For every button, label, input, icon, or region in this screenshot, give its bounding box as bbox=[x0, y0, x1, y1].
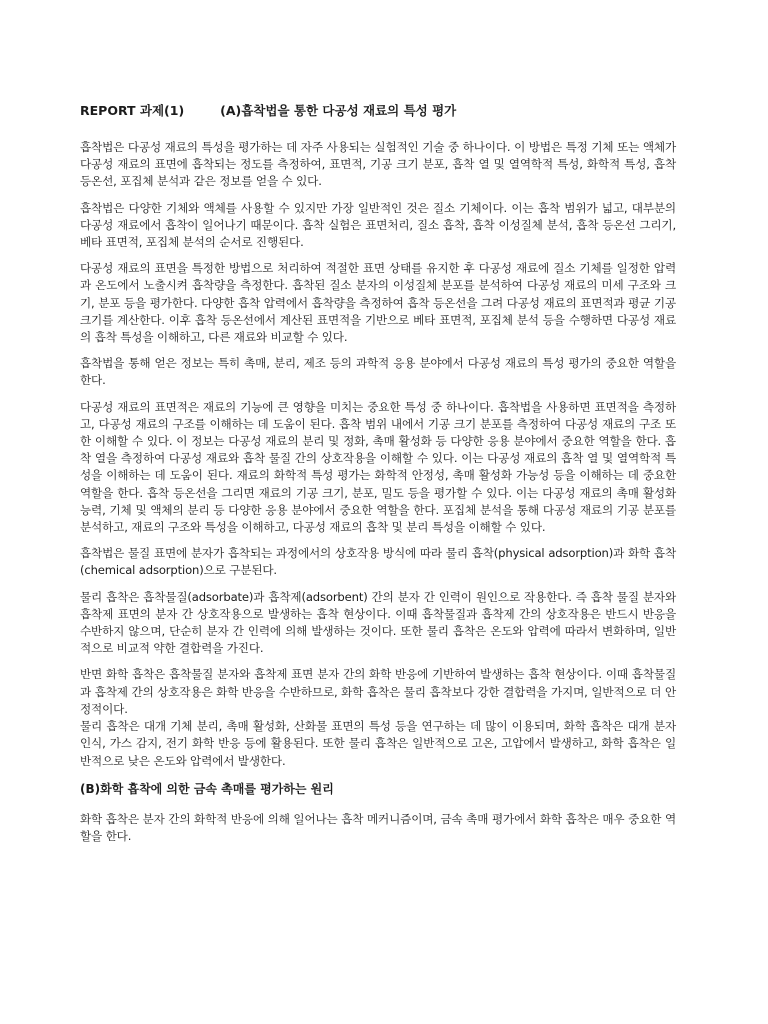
paragraph-chemical-adsorption: 반면 화학 흡착은 흡착물질 분자와 흡착제 표면 분자 간의 화학 반응에 기반하여 발생하는 흡착 현상이다. 이때 흡착물질과 흡착제 간의 상호작용은 화학 반응을 수반하므로, 화학 흡착은 물리 흡착보다 강한 결합력을 가지며, 일반적으로 더 안정적이다. bbox=[80, 667, 676, 716]
paragraph-surface-area: 다공성 재료의 표면적은 재료의 기능에 큰 영향을 미치는 중요한 특성 중 하나이다. 흡착법을 사용하면 표면적을 측정하고, 다공성 재료의 구조를 이해하는 데 도움이 된다. 흡착 범위 내에서 기공 크기 분포를 측정하여 다공성 재료의 구조 또한 이해할 수 있다. 이 정보는 다공성 재료의 분리 및 정화, 촉매 활성화 등 다양한 응용 분야에서 중요한 역할을 한다. 흡착 열을 측정하여 다공성 재료와 흡착 물질 간의 상호작용을 이해할 수 있다. 이는 다공성 재료의 흡착 열 및 열역학적 특성을 이해하는 데 도움이 된다. 재료의 화학적 특성 평가는 화학적 안정성, 촉매 활성화 가능성 등을 이해하는 데 중요한 역할을 한다. 흡착 등온선을 그리면 재료의 기공 크기, 분포, 밀도 등을 평가할 수 있다. 이는 다공성 재료의 촉매 활성화 능력, 기체 및 액체의 분리 등 다양한 응용 분야에서 중요한 역할을 한다. 포집체 분석을 통해 다공성 재료의 기공 분포를 분석하고, 재료의 구조와 특성을 이해하고, 다공성 재료의 흡착 및 분리 특성을 이해할 수 있다. bbox=[80, 399, 676, 535]
paragraph-adsorption-types: 흡착법은 물질 표면에 분자가 흡착되는 과정에서의 상호작용 방식에 따라 물리 흡착(physical adsorption)과 화학 흡착(chemical adsorption)으로 구분된다. bbox=[80, 546, 676, 578]
paragraph-metal-catalyst: 화학 흡착은 분자 간의 화학적 반응에 의해 일어나는 흡착 메커니즘이며, 금속 촉매 평가에서 화학 흡착은 매우 중요한 역할을 한다. bbox=[80, 811, 676, 843]
paragraph-procedure: 다공성 재료의 표면을 특정한 방법으로 처리하여 적절한 표면 상태를 유지한 후 다공성 재료에 질소 기체를 일정한 압력과 온도에서 노출시켜 흡착량을 측정한다. 흡착된 질소 분자의 이성질체 분포를 분석하여 다공성 재료의 미세 구조와 크기, 분포 등을 평가한다. 다양한 흡착 압력에서 흡착량을 측정하여 흡착 등온선을 그려 다공성 재료의 표면적과 평균 기공 크기를 계산한다. 이후 흡착 등온선에서 계산된 표면적을 기반으로 베타 표면적, 포집체 분석 등을 수행하면 다공성 재료의 흡착 특성을 이해하고, 다른 재료와 비교할 수 있다. bbox=[80, 261, 676, 345]
report-label: REPORT 과제(1) bbox=[80, 103, 185, 118]
paragraph-intro: 흡착법은 다공성 재료의 특성을 평가하는 데 자주 사용되는 실험적인 기술 중 하나이다. 이 방법은 특정 기체 또는 액체가 다공성 재료의 표면에 흡착되는 정도를 측정하여, 표면적, 기공 크기 분포, 흡착 열 및 열역학적 특성, 화학적 특성, 흡착 등온선, 포집체 분석과 같은 정보를 얻을 수 있다. bbox=[80, 140, 676, 189]
document-body bbox=[80, 102, 676, 854]
section-a-heading: (A)흡착법을 통한 다공성 재료의 특성 평가 bbox=[220, 103, 457, 118]
paragraph-comparison: 물리 흡착은 대개 기체 분리, 촉매 활성화, 산화물 표면의 특성 등을 연구하는 데 많이 이용되며, 화학 흡착은 대개 분자 인식, 가스 감지, 전기 화학 반응 등에 활용된다. 또한 물리 흡착은 일반적으로 고온, 고압에서 발생하고, 화학 흡착은 일반적으로 낮은 온도와 압력에서 발생한다. bbox=[80, 719, 676, 768]
paragraph-physical-adsorption: 물리 흡착은 흡착물질(adsorbate)과 흡착제(adsorbent) 간의 분자 간 인력이 원인으로 작용한다. 즉 흡착 물질 분자와 흡착제 표면의 분자 간 상호작용으로 발생하는 흡착 현상이다. 이때 흡착물질과 흡착제 간의 상호작용은 반드시 반응을 수반하지 않으며, 단순히 분자 간 인력에 의해 발생하는 것이다. 또한 물리 흡착은 온도와 압력에 따라서 변화하며, 일반적으로 비교적 약한 결합력을 가진다. bbox=[80, 589, 676, 656]
paragraph-nitrogen: 흡착법은 다양한 기체와 액체를 사용할 수 있지만 가장 일반적인 것은 질소 기체이다. 이는 흡착 범위가 넓고, 대부분의 다공성 재료에서 흡착이 일어나기 때문이다. 흡착 실험은 표면처리, 질소 흡착, 흡착 이성질체 분석, 흡착 등온선 그리기, 베타 표면적, 포집체 분석의 순서로 진행된다. bbox=[80, 200, 676, 250]
paragraph-applications: 흡착법을 통해 얻은 정보는 특히 촉매, 분리, 제조 등의 과학적 응용 분야에서 다공성 재료의 특성 평가의 중요한 역할을 한다. bbox=[80, 356, 676, 388]
section-b-heading: (B)화학 흡착에 의한 금속 촉매를 평가하는 원리 bbox=[80, 781, 334, 796]
report-title bbox=[80, 102, 676, 120]
